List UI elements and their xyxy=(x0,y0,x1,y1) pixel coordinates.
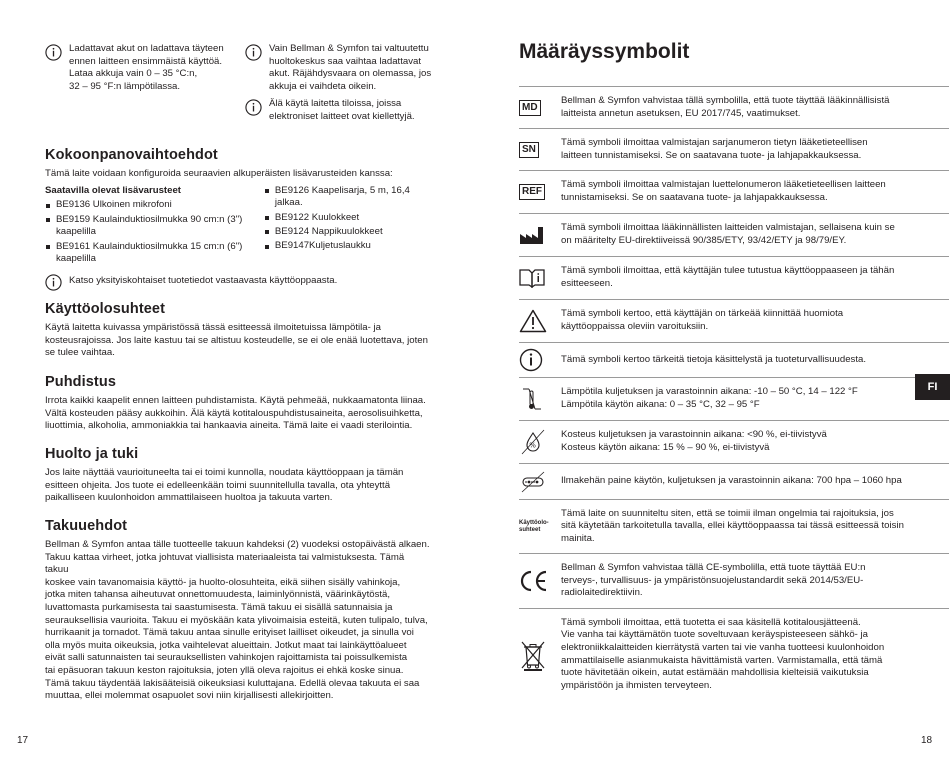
list-item: BE9126 Kaapelisarja, 5 m, 16,4 jalkaa. xyxy=(264,185,430,210)
section-body: Jos laite näyttää vaurioituneelta tai ei toimi kunnolla, noudata käyttöoppaan ja tämän esitteen ohjeita. Jos tuote ei edelleenkään toimi suunnitellulla tavalla, ota yhteyttä paikalliseen kuulonhoidon ammattilaiseen huoltoa ja takuuta varten. xyxy=(45,467,404,504)
list-item: BE9147Kuljetuslaukku xyxy=(264,240,430,253)
md-icon: MD xyxy=(519,100,561,116)
symbol-row-humidity xyxy=(519,420,949,463)
info-icon xyxy=(45,274,62,291)
section-heading: Puhdistus xyxy=(45,374,116,390)
list-item: BE9122 Kuulokkeet xyxy=(264,212,430,225)
symbol-description: Ilmakehän paine käytön, kuljetuksen ja varastoinnin aikana: 700 hpa – 1060 hpa xyxy=(561,475,902,487)
ref-icon: REF xyxy=(519,184,561,200)
info-icon xyxy=(245,44,262,61)
pressure-icon xyxy=(519,470,547,494)
symbol-row-manual xyxy=(519,256,949,299)
symbol-description: Bellman & Symfon vahvistaa tällä symbolilla, että tuote täyttää lääkinnällisistä laitteista annetun asetuksen, EU 2017/745, vaatimukset. xyxy=(561,94,890,119)
warranty-section xyxy=(45,518,430,703)
section-heading: Kokoonpanovaihtoehdot xyxy=(45,147,218,163)
symbol-description: Kosteus kuljetuksen ja varastoinnin aikana: <90 %, ei-tiivistyvä Kosteus käytön aikana: 15 % – 90 %, ei-tiivistyvä xyxy=(561,429,827,453)
battery-replace-note xyxy=(245,43,455,93)
symbol-row-temperature xyxy=(519,377,949,420)
list-item: BE9161 Kaulainduktiosilmukka 15 cm:n (6") kaapelilla xyxy=(45,241,264,266)
symbol-description: Tämä symboli kertoo, että käyttäjän on tärkeää kiinnittää huomiota käyttöoppaissa oleviin varoituksiin. xyxy=(561,308,844,332)
info-icon xyxy=(519,348,543,372)
symbol-row-md xyxy=(519,86,949,128)
symbol-row-manufacturer xyxy=(519,213,949,256)
page-number: 17 xyxy=(17,735,29,746)
sn-icon: SN xyxy=(519,142,561,158)
symbol-row-ce xyxy=(519,553,949,608)
usage-label-icon: Käyttöolo- suhteet xyxy=(519,519,549,533)
symbol-row-pressure xyxy=(519,463,949,499)
warning-icon xyxy=(519,309,547,333)
symbol-row-info xyxy=(519,342,949,377)
svg-text:%: % xyxy=(529,441,536,450)
manual-icon xyxy=(519,268,545,288)
accessory-list xyxy=(45,199,264,266)
language-tab: FI xyxy=(915,374,950,400)
note-text: Älä käytä laitetta tiloissa, joissa elektroniset laitteet ovat kiellettyjä. xyxy=(269,98,415,122)
section-heading: Takuuehdot xyxy=(45,518,128,534)
symbol-description: Tämä symboli ilmoittaa, että tuotetta ei saa käsitellä kotitalousjätteenä. Vie vanha tai käyttämätön tuote soveltuvaan keräyspisteeseen sähkö- ja elektroniikkalaitteiden kierrätystä varten tai vie vanha tuotteesi kuulonhoidon ammattilaiselle asianmukaista hävittämistä varten. Varmistamalla, että tämä tuote hävitetään oikein, autat estämään mahdollisia kielteisiä vaikutuksia ympäristöön ja ihmisten terveyteen. xyxy=(561,616,885,691)
symbol-description: Bellman & Symfon vahvistaa tällä CE-symbolilla, että tuote täyttää EU:n terveys-, turvallisuus- ja ympäristönsuojelustandardit sekä 2014/53/EU- radiolaitedirektiivin. xyxy=(561,562,866,599)
right-page xyxy=(475,0,950,762)
manufacturer-icon xyxy=(519,225,545,245)
accessories-subheading: Saatavilla olevat lisävarusteet xyxy=(45,184,181,196)
section-intro: Tämä laite voidaan konfiguroida seuraavien alkuperäisten lisävarusteiden kanssa: xyxy=(45,168,393,179)
symbol-row-weee xyxy=(519,608,949,700)
operating-conditions-section xyxy=(45,301,430,360)
symbol-description: Tämä symboli ilmoittaa valmistajan sarjanumeron tietyn lääketieteellisen laitteen tunnistamiseksi. Se on saatavana tuote- ja lahjapakkauksessa. xyxy=(561,136,868,161)
symbol-row-ref xyxy=(519,170,949,213)
list-item: BE9124 Nappikuulokkeet xyxy=(264,226,430,239)
symbol-description: Tämä symboli ilmoittaa lääkinnällisten laitteiden valmistajan, sellaisena kuin se on määritelty EU-direktiiveissä 90/385/ETY, 93/42/ETY ja 98/79/EY. xyxy=(561,222,895,246)
note-text: Katso yksityiskohtaiset tuotetiedot vastaavasta käyttöoppaasta. xyxy=(69,275,338,287)
symbol-description: Tämä symboli ilmoittaa valmistajan luettelonumeron lääketieteellisen laitteen tunnistamiseksi. Se on saatavana tuote- ja lahjapakkauksessa. xyxy=(561,179,886,203)
page-number: 18 xyxy=(921,735,933,746)
section-body: Bellman & Symfon antaa tälle tuotteelle takuun kahdeksi (2) vuodeksi ostopäivästä alkaen. Takuu kattaa virheet, jotka johtuvat viallisista materiaaleista tai valmistuksesta. Tämä takuu koskee vain tavanomaisia käyttö- ja huolto-olosuhteita, eikä siihen sisälly vahinkoja, jotka miten tahansa aiheutuvat onnettomuudesta, laiminlyönnistä, väärinkäytöstä, luvattomasta purkamisesta tai saastumisesta. Tämä takuu ei sisällä satunnaisia ja seurauksellisia vaurioita. Takuu ei myöskään kata ylivoimaisia esteitä, kuten tulipalo, tulva, hurrikaanit ja tornadot. Tämä takuu antaa sinulle erityiset lailliset oikeudet, ja sinulla voi olla myös muita oikeuksia, jotka vaihtelevat alueittain. Jotkut maat tai lainkäyttöalueet eivät salli satunnaisten tai seurauksellisten vahinkojen rajoittamista tai poissulkemista tai epäsuoran takuun keston rajoituksia, joten yllä oleva rajoitus ei ehkä koske sinua. Tämä takuu täydentää lakisääteisiä oikeuksiasi kuluttajana. Edellä olevaa takuuta ei saa muuttaa, ellei molemmat osapuolet sovi niin kirjallisesti allekirjoitten. xyxy=(45,539,430,702)
symbol-description: Tämä symboli ilmoittaa, että käyttäjän tulee tutustua käyttöoppaaseen ja tähän esitteeseen. xyxy=(561,265,895,289)
symbol-description: Tämä laite on suunniteltu siten, että se toimii ilman ongelmia tai rajoituksia, jos sitä käytetään tarkoitetulla tavalla, ellei käyttöoppaassa tai tässä esitteessä toisin mainita. xyxy=(561,507,904,544)
list-item: BE9136 Ulkoinen mikrofoni xyxy=(45,199,264,212)
accessories-col-1 xyxy=(45,185,264,268)
electronics-ban-note xyxy=(245,98,455,123)
service-section xyxy=(45,446,430,505)
symbol-description: Lämpötila kuljetuksen ja varastoinnin aikana: -10 – 50 °C, 14 – 122 °F Lämpötila käytön aikana: 0 – 35 °C, 32 – 95 °F xyxy=(561,386,858,410)
section-heading: Huolto ja tuki xyxy=(45,446,139,462)
weee-bin-icon xyxy=(519,639,547,671)
humidity-icon xyxy=(519,428,547,456)
ce-icon xyxy=(519,570,549,592)
note-text: Vain Bellman & Symfon tai valtuutettu huoltokeskus saa vaihtaa ladattavat akut. Räjähdysvaara on olemassa, jos akkuja ei vaihdeta oikein. xyxy=(269,43,432,92)
symbol-row-sn xyxy=(519,128,949,170)
section-body: Irrota kaikki kaapelit ennen laitteen puhdistamista. Käytä pehmeää, nukkaamatonta liinaa. Vältä kosteuden pääsy aukkoihin. Älä käytä kotitalouspuhdistusaineita, aerosolisuihketta, liuottimia, alkoholia, ammoniakkia tai hankaavia aineita. Tämä laite ei vaadi sterilointia. xyxy=(45,395,426,432)
page-title: Määräyssymbolit xyxy=(519,40,690,63)
symbol-row-usage-conditions xyxy=(519,499,949,553)
accessories-col-2 xyxy=(264,185,430,268)
cleaning-section xyxy=(45,374,430,433)
section-body: Käytä laitetta kuivassa ympäristössä tässä esitteessä ilmoitetuissa lämpötila- ja kosteusrajoissa. Jos laite kastuu tai se altistuu kosteudelle, se ei ole enää luotettava, joten se tulee vaihtaa. xyxy=(45,322,428,359)
info-icon xyxy=(245,99,262,116)
section-heading: Käyttöolosuhteet xyxy=(45,301,166,317)
accessory-list xyxy=(264,185,430,253)
symbol-description: Tämä symboli kertoo tärkeitä tietoja käsittelystä ja tuoteturvallisuudesta. xyxy=(561,353,867,365)
list-item: BE9159 Kaulainduktiosilmukka 90 cm:n (3") kaapelilla xyxy=(45,214,264,239)
temperature-icon xyxy=(519,385,545,413)
accessories-columns xyxy=(45,185,430,268)
configuration-section xyxy=(45,147,430,291)
symbol-row-warning xyxy=(519,299,949,342)
info-icon xyxy=(45,44,62,61)
note-text: Ladattavat akut on ladattava täyteen ennen laitteen ensimmäistä käyttöä. Lataa akkuja vain 0 – 35 °C:n, 32 – 95 °F:n lämpötilassa. xyxy=(69,43,224,92)
battery-charge-note xyxy=(45,43,245,93)
product-info-note xyxy=(45,273,430,291)
